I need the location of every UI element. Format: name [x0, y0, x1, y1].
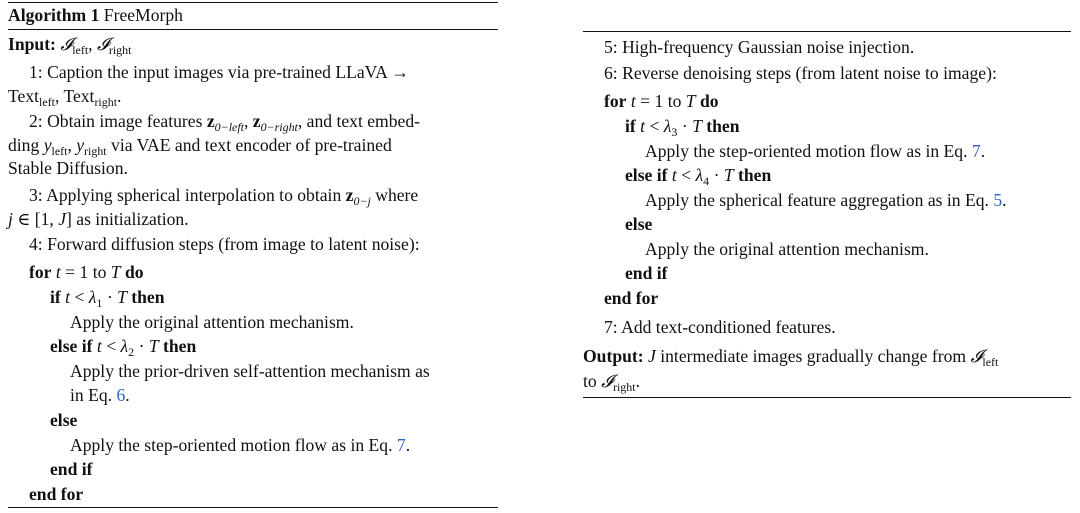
- step-2-and: , and text embed-: [297, 111, 421, 131]
- step-3-in: ∈ [1,: [17, 209, 54, 229]
- math-lambda: λ: [663, 116, 672, 136]
- apply-spherical-line: Apply the spherical feature aggregation as in Eq. 5.: [645, 190, 1007, 210]
- math-T: T: [723, 165, 734, 185]
- apply-prior-line-1: [70, 360, 430, 382]
- end-for-line: [29, 483, 83, 505]
- step-1-line-1: [29, 61, 409, 83]
- else-if-line: [625, 164, 771, 192]
- apply-motion-text: Apply the step-oriented motion flow as in Eq.: [645, 141, 968, 161]
- kw-do: do: [124, 262, 144, 282]
- step-2-via: via VAE and text encoder of pre-trained: [111, 135, 392, 155]
- math-lambda: λ: [695, 165, 704, 185]
- sub-right: right: [94, 95, 118, 110]
- top-rule: [8, 2, 498, 3]
- math-T: T: [148, 336, 159, 356]
- step-3-where: where: [375, 185, 419, 205]
- eq-7-link[interactable]: 7: [396, 435, 406, 455]
- kw-lt: <: [106, 336, 117, 356]
- apply-motion-text: Apply the step-oriented motion flow as in Eq.: [70, 435, 393, 455]
- math-lambda: λ: [120, 336, 129, 356]
- kw-lt: <: [74, 287, 85, 307]
- right-bottom-rule: [583, 397, 1071, 398]
- step-4-text: 4: Forward diffusion steps (from image to latent noise):: [29, 234, 420, 254]
- kw-if: if: [625, 116, 636, 136]
- math-I: 𝓘: [60, 34, 73, 54]
- sub-right: right: [613, 380, 636, 395]
- math-I: 𝓘: [96, 34, 109, 54]
- right-top-rule: [583, 31, 1071, 32]
- kw-else: else: [625, 214, 653, 234]
- output-text: intermediate images gradually change from: [660, 346, 967, 366]
- eq-7-link[interactable]: 7: [971, 141, 981, 161]
- math-J: J: [58, 209, 66, 229]
- end-if-line: [50, 458, 93, 480]
- apply-original-text: Apply the original attention mechanism.: [645, 239, 929, 259]
- kw-lt: <: [649, 116, 660, 136]
- kw-else: else: [50, 410, 78, 430]
- apply-original-line: [70, 311, 354, 333]
- math-J: J: [648, 346, 656, 366]
- kw-for: for: [604, 91, 627, 111]
- math-I: 𝓘: [601, 371, 613, 391]
- kw-do: do: [699, 91, 719, 111]
- output-line-1: [583, 345, 998, 373]
- kw-else-if: else if: [625, 165, 668, 185]
- apply-original-line: [645, 238, 929, 260]
- end-if-line: [625, 262, 668, 284]
- kw-end-if: end if: [50, 459, 93, 479]
- step-2-sd: Stable Diffusion.: [8, 158, 128, 178]
- algorithm-caption: [8, 4, 183, 26]
- math-j: j: [8, 209, 13, 229]
- sub-0-j: 0−j: [353, 194, 371, 209]
- kw-for: for: [29, 262, 52, 282]
- apply-original-text: Apply the original attention mechanism.: [70, 312, 354, 332]
- input-line: Input: 𝓘$_{left}$, 𝓘$_{right}$: [8, 34, 132, 58]
- step-2-line-3: [8, 157, 128, 179]
- kw-then: then: [131, 287, 165, 307]
- algorithm-label: Algorithm 1: [8, 5, 100, 25]
- sub-left: left: [72, 43, 89, 58]
- math-y: y: [76, 135, 85, 155]
- sub-left: left: [39, 95, 55, 110]
- kw-eq-t1: = 1 to: [640, 91, 682, 111]
- math-lambda: λ: [88, 287, 97, 307]
- sub-4: 4: [703, 174, 710, 189]
- kw-then: then: [738, 165, 772, 185]
- math-T: T: [685, 91, 696, 111]
- eq-6-link[interactable]: 6: [116, 385, 126, 405]
- math-T: T: [117, 287, 127, 307]
- algorithm-name: FreeMorph: [103, 5, 183, 25]
- end-for-line: [604, 287, 658, 309]
- if-line: [50, 286, 165, 314]
- kw-dot: ·: [713, 165, 720, 185]
- apply-motion-line: Apply the step-oriented motion flow as in Eq. 7.: [70, 435, 411, 455]
- step-3-line-2: [8, 208, 189, 230]
- kw-then: then: [163, 336, 197, 356]
- kw-dot: ·: [681, 116, 688, 136]
- step-7-line: [604, 316, 836, 338]
- for-line: [604, 90, 719, 112]
- kw-lt: <: [681, 165, 692, 185]
- text-word: Text: [63, 86, 95, 106]
- kw-end-if: end if: [625, 263, 668, 283]
- math-T: T: [692, 116, 702, 136]
- math-z: z: [345, 185, 354, 205]
- kw-if: if: [50, 287, 61, 307]
- math-T: T: [110, 262, 121, 282]
- output-label: Output:: [583, 346, 644, 366]
- kw-end-for: end for: [604, 288, 659, 308]
- else-line: [50, 409, 77, 431]
- step-7-text: 7: Add text-conditioned features.: [604, 317, 836, 337]
- sub-1: 1: [96, 296, 103, 311]
- math-t: t: [65, 287, 71, 307]
- apply-prior-text: Apply the prior-driven self-attention mechanism as: [70, 361, 430, 381]
- else-if-line: [50, 335, 196, 363]
- sub-right: right: [84, 144, 107, 159]
- in-eq-text: in Eq.: [70, 385, 113, 405]
- input-label: Input:: [8, 34, 56, 54]
- step-4-line: [29, 233, 420, 255]
- for-line: [29, 261, 144, 283]
- step-5-line: [604, 36, 914, 58]
- apply-prior-line-2: in Eq. 6.: [70, 385, 130, 405]
- sub-left: left: [51, 144, 68, 159]
- math-y: y: [43, 135, 52, 155]
- else-line: [625, 213, 652, 235]
- sub-0-right: 0−right: [260, 120, 298, 135]
- step-6-text: 6: Reverse denoising steps (from latent noise to image):: [604, 63, 997, 83]
- sub-0-left: 0−left: [214, 120, 244, 135]
- kw-dot: ·: [138, 336, 145, 356]
- math-t: t: [55, 262, 61, 282]
- step-1-text: 1: Caption the input images via pre-trained LLaVA →: [29, 62, 409, 82]
- math-z: z: [252, 111, 261, 131]
- kw-end-for: end for: [29, 484, 84, 504]
- math-I: 𝓘: [970, 346, 983, 366]
- step-3-rest: ] as initialization.: [66, 209, 189, 229]
- step-3-text: 3: Applying spherical interpolation to obtain: [29, 185, 342, 205]
- output-to: to: [583, 371, 597, 391]
- math-t: t: [630, 91, 636, 111]
- kw-then: then: [706, 116, 740, 136]
- sub-3: 3: [671, 125, 678, 140]
- eq-5-link[interactable]: 5: [993, 190, 1003, 210]
- text-word: Text: [8, 86, 40, 106]
- math-t: t: [671, 165, 677, 185]
- step-2-line-1: 2: Obtain image features $z_{0-left}$, $z_{0-right}$, and text embed-: [29, 111, 421, 135]
- step-2-ding: ding: [8, 135, 40, 155]
- sub-2: 2: [128, 345, 135, 360]
- apply-motion-line: Apply the step-oriented motion flow as in Eq. 7.: [645, 141, 986, 161]
- math-t: t: [96, 336, 102, 356]
- step-1-line-2: Text$_{left}$, Text$_{right}$.: [8, 86, 122, 110]
- step-6-line: [604, 62, 997, 84]
- sub-left: left: [982, 355, 999, 370]
- output-line-2: to 𝓘$_{right}$.: [583, 371, 640, 395]
- step-5-text: 5: High-frequency Gaussian noise injection.: [604, 37, 915, 57]
- caption-rule: [8, 29, 498, 30]
- apply-spherical-text: Apply the spherical feature aggregation as in Eq.: [645, 190, 989, 210]
- step-2-line-2: ding $y_{left}$, $y_{right}$ via VAE and text encoder of pre-trained: [8, 135, 392, 159]
- kw-else-if: else if: [50, 336, 93, 356]
- sub-right: right: [108, 43, 132, 58]
- math-z: z: [206, 111, 215, 131]
- if-line: [625, 115, 740, 143]
- kw-eq-t1: = 1 to: [65, 262, 107, 282]
- math-t: t: [640, 116, 646, 136]
- step-2-text: 2: Obtain image features: [29, 111, 203, 131]
- bottom-rule: [8, 507, 498, 508]
- kw-dot: ·: [106, 287, 113, 307]
